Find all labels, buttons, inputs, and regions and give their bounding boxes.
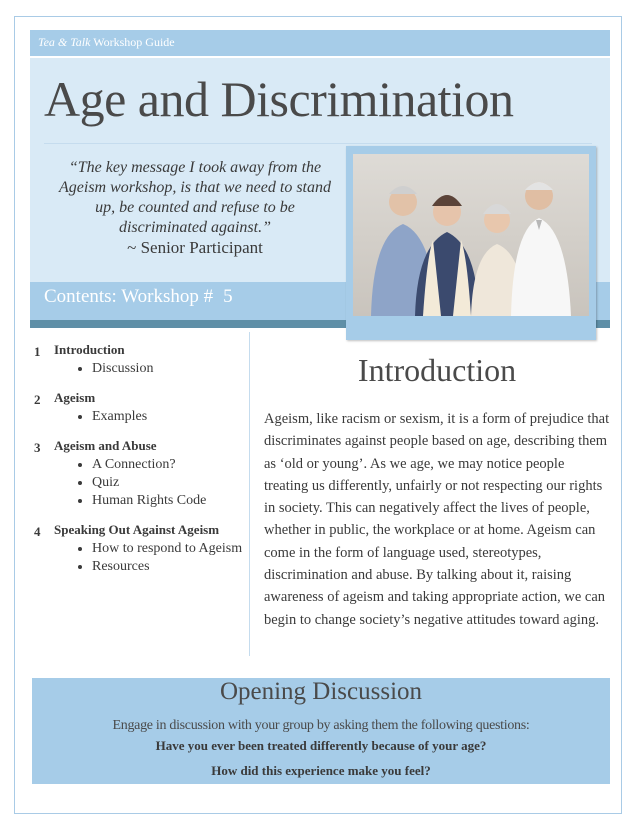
toc-item: • Quiz xyxy=(92,474,248,492)
toc-section-ageism xyxy=(34,390,248,426)
opening-discussion-heading: Opening Discussion xyxy=(219,678,423,705)
toc-item: • Human Rights Code xyxy=(92,492,248,510)
column-divider xyxy=(249,332,250,656)
discussion-question-1: Have you ever been treated differently because of your age? xyxy=(155,738,487,753)
seniors-photo xyxy=(353,154,589,316)
page-title: Age and Discrimination xyxy=(44,71,514,127)
toc-section-number: 1 xyxy=(34,344,41,359)
introduction-heading: Introduction xyxy=(357,352,517,388)
toc-item-list xyxy=(34,540,248,576)
toc-section-number: 4 xyxy=(34,524,41,539)
toc-section-number: 2 xyxy=(34,392,41,407)
toc-item: • Discussion xyxy=(92,360,248,378)
table-of-contents xyxy=(34,342,248,588)
toc-item: • How to respond to Ageism xyxy=(92,540,248,558)
workshop-number: 5 xyxy=(223,286,233,307)
opening-discussion-instructions: Engage in discussion with your group by asking them the following questions: xyxy=(112,718,530,733)
toc-item: • A Connection? xyxy=(92,456,248,474)
quote-attribution: ~ Senior Participant xyxy=(127,238,263,257)
toc-item: • Resources xyxy=(92,558,248,576)
header-series-title: Tea & Talk Workshop Guide xyxy=(38,35,175,49)
toc-section-introduction xyxy=(34,342,248,378)
toc-section-title: Speaking Out Against Ageism xyxy=(54,522,220,537)
seniors-photo-illustration xyxy=(353,154,589,316)
toc-item: • Examples xyxy=(92,408,248,426)
toc-section-ageism-and-abuse xyxy=(34,438,248,510)
toc-section-number: 3 xyxy=(34,440,41,455)
toc-section-title: Ageism xyxy=(54,390,96,405)
toc-section-title: Introduction xyxy=(54,342,125,357)
toc-section-speaking-out xyxy=(34,522,248,576)
introduction-body: Ageism, like racism or sexism, it is a form of prejudice that discriminates against people based on age, describing them as ‘old or young’. As we age, we may notice people treating us differently, unfairly or not respecting our rights in society. This can negatively affect the lives of people, whether in public, the workplace or at home. Ageism can come in the form of language used, stereotypes, discrimination and abuse. By talking about it, raising awareness of ageism and taking appropriate action, we can begin to change society’s negative attitudes toward aging. xyxy=(264,411,610,628)
toc-item-list xyxy=(34,456,248,510)
title-divider xyxy=(44,143,592,144)
discussion-question-2: How did this experience make you feel? xyxy=(211,763,431,778)
participant-quote: “The key message I took away from the Ageism workshop, is that we need to stand up, be counted and refuse to be discriminated against.” xyxy=(59,159,331,236)
toc-section-title: Ageism and Abuse xyxy=(54,438,157,453)
toc-item-list xyxy=(34,360,248,378)
toc-item-list xyxy=(34,408,248,426)
contents-label: Contents: Workshop # 5 xyxy=(44,286,233,307)
